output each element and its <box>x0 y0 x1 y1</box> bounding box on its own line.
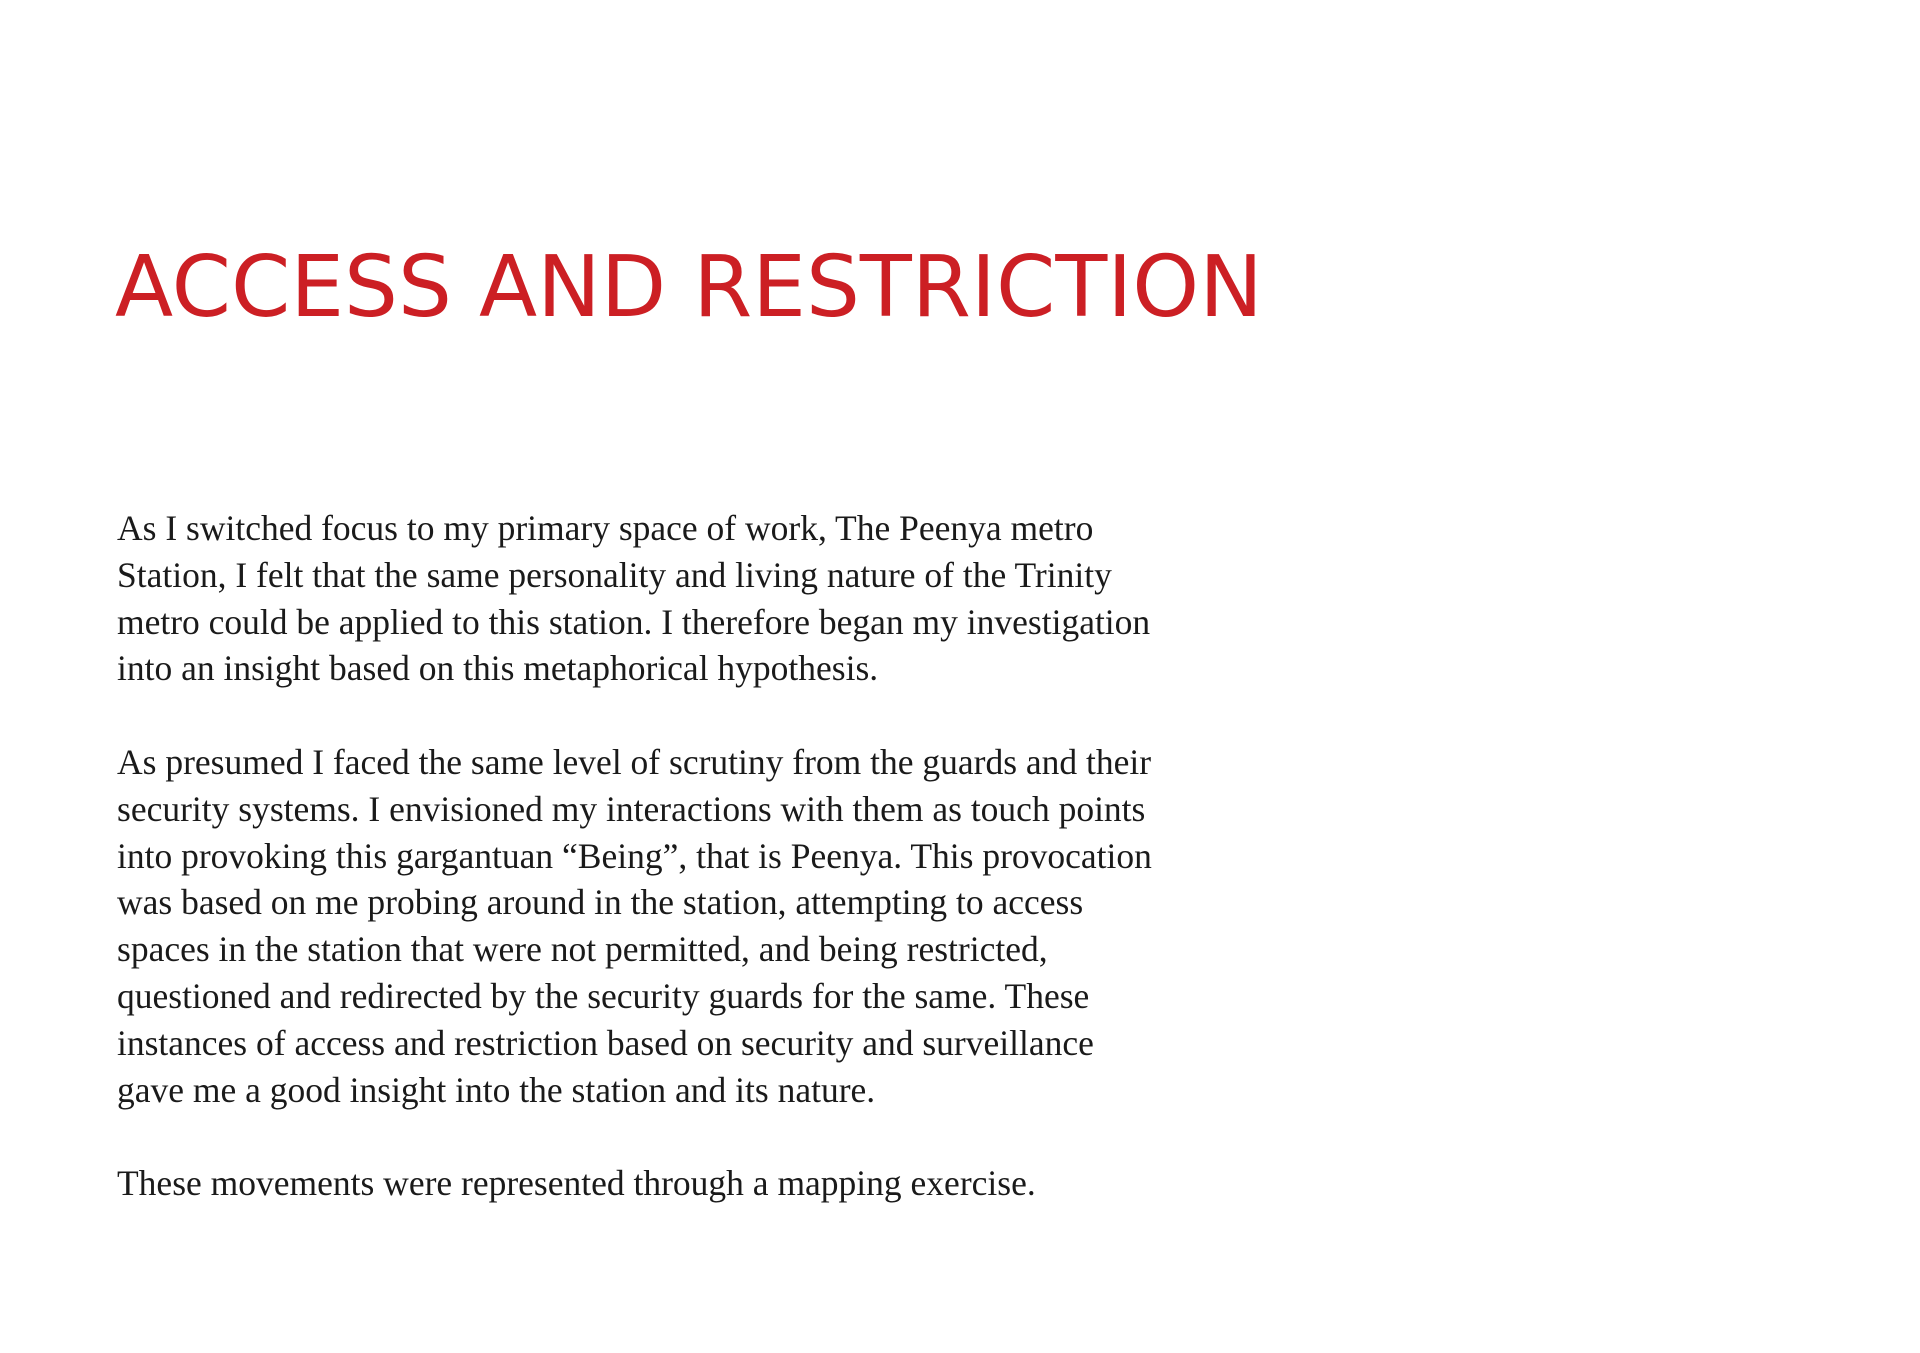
paragraph-line: As I switched focus to my primary space of work, The Peenya metro <box>117 508 1094 548</box>
paragraph-line: metro could be applied to this station. I therefore began my investigation <box>117 601 1151 642</box>
paragraph-line: Station, I felt that the same personality and living nature of the Trinity <box>117 554 1112 595</box>
paragraph-line: instances of access and restriction based on security and surveillance <box>117 1022 1094 1063</box>
paragraph-line: was based on me probing around in the station, attempting to access <box>117 882 1084 923</box>
paragraph-line: spaces in the station that were not permitted, and being restricted, <box>117 929 1048 970</box>
body-text <box>117 505 1367 1254</box>
paragraph-line: As presumed I faced the same level of scrutiny from the guards and their <box>117 741 1152 782</box>
paragraph-line: security systems. I envisioned my interactions with them as touch points <box>117 788 1146 829</box>
paragraph-2 <box>117 739 1367 1113</box>
paragraph-line: into provoking this gargantuan “Being”, that is Peenya. This provocation <box>117 835 1152 876</box>
paragraph-line: questioned and redirected by the security guards for the same. These <box>117 975 1090 1016</box>
paragraph-3 <box>117 1160 1367 1207</box>
paragraph-line: gave me a good insight into the station and its nature. <box>117 1069 876 1110</box>
paragraph-line: These movements were represented through a mapping exercise. <box>117 1163 1036 1204</box>
page-title: ACCESS AND RESTRICTION <box>115 238 1263 337</box>
paragraph-1 <box>117 505 1367 692</box>
paragraph-line: into an insight based on this metaphorical hypothesis. <box>117 648 879 689</box>
